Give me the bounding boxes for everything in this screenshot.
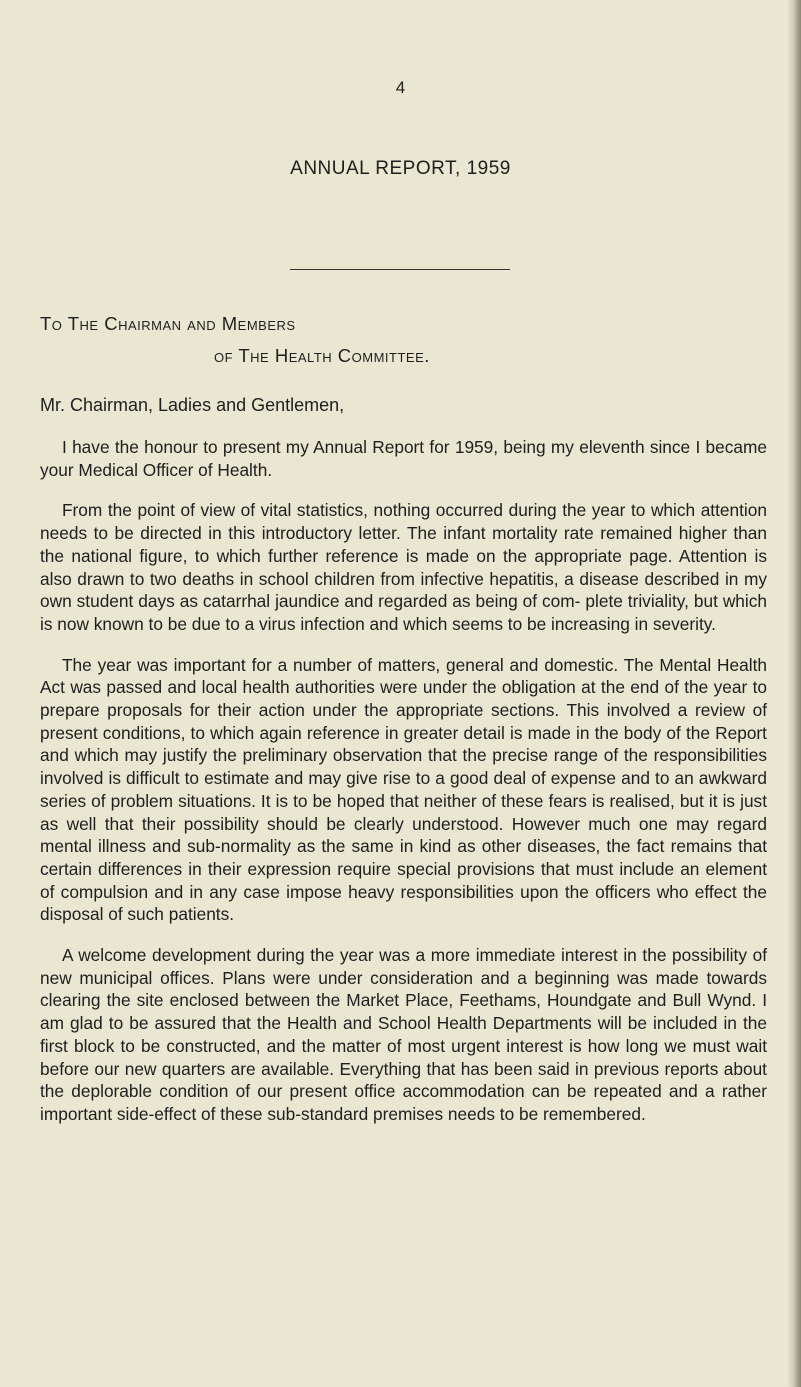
- report-title: ANNUAL REPORT, 1959: [290, 158, 511, 179]
- address-line-2: of The Health Committee.: [214, 345, 430, 366]
- address-line-1: To The Chairman and Members: [40, 313, 296, 334]
- paragraph-1: I have the honour to present my Annual Report for 1959, being my eleventh since I became your Medical Officer of Health.: [40, 437, 767, 480]
- page-edge-shadow: [787, 0, 801, 1387]
- salutation: Mr. Chairman, Ladies and Gentlemen,: [40, 395, 345, 415]
- paragraph-4: A welcome development during the year was a more immediate interest in the possibility of new municipal offices. Plans were under consideration and a beginning was made towards clearing the site enclosed between the Market Place, Feethams, Houndgate and Bull Wynd. I am glad to be assured that the Health and School Health Departments will be included in the first block to be constructed, and the matter of most urgent interest is how long we must wait before our new quarters are available. Everything that has been said in previous reports about the deplorable condition of our present office accommodation can be repeated and a rather important side-effect of these sub-standard premises needs to be remembered.: [40, 945, 767, 1124]
- paragraph-2: From the point of view of vital statistics, nothing occurred during the year to which attention needs to be directed in this introductory letter. The infant mortality rate remained higher than the national figure, to which further reference is made on the appropriate page. Attention is also drawn to two deaths in school children from infective hepatitis, a disease described in my own student days as catarrhal jaundice and regarded as being of com- plete triviality, but which is now known to be due to a virus infection and which seems to be increasing in severity.: [40, 500, 767, 634]
- title-divider: [290, 269, 510, 270]
- paragraph-3: The year was important for a number of matters, general and domestic. The Mental Health Act was passed and local health authorities were under the obligation at the end of the year to prepare proposals for their action under the appropriate sections. This involved a review of present conditions, to which again reference in greater detail is made in the body of the Report and which may justify the preliminary observation that the precise range of the responsibilities involved is difficult to estimate and may give rise to a good deal of expense and to an awkward series of problem situations. It is to be hoped that neither of these fears is realised, but it is just as well that their possibility should be clearly understood. However much one may regard mental illness and sub-normality as the same in kind as other diseases, the fact remains that certain differences in their expression require special provisions that must include an element of compulsion and in any case impose heavy responsibilities upon the officers who effect the disposal of such patients.: [40, 654, 767, 925]
- letter-body: [40, 436, 767, 1144]
- page-number: 4: [395, 78, 406, 97]
